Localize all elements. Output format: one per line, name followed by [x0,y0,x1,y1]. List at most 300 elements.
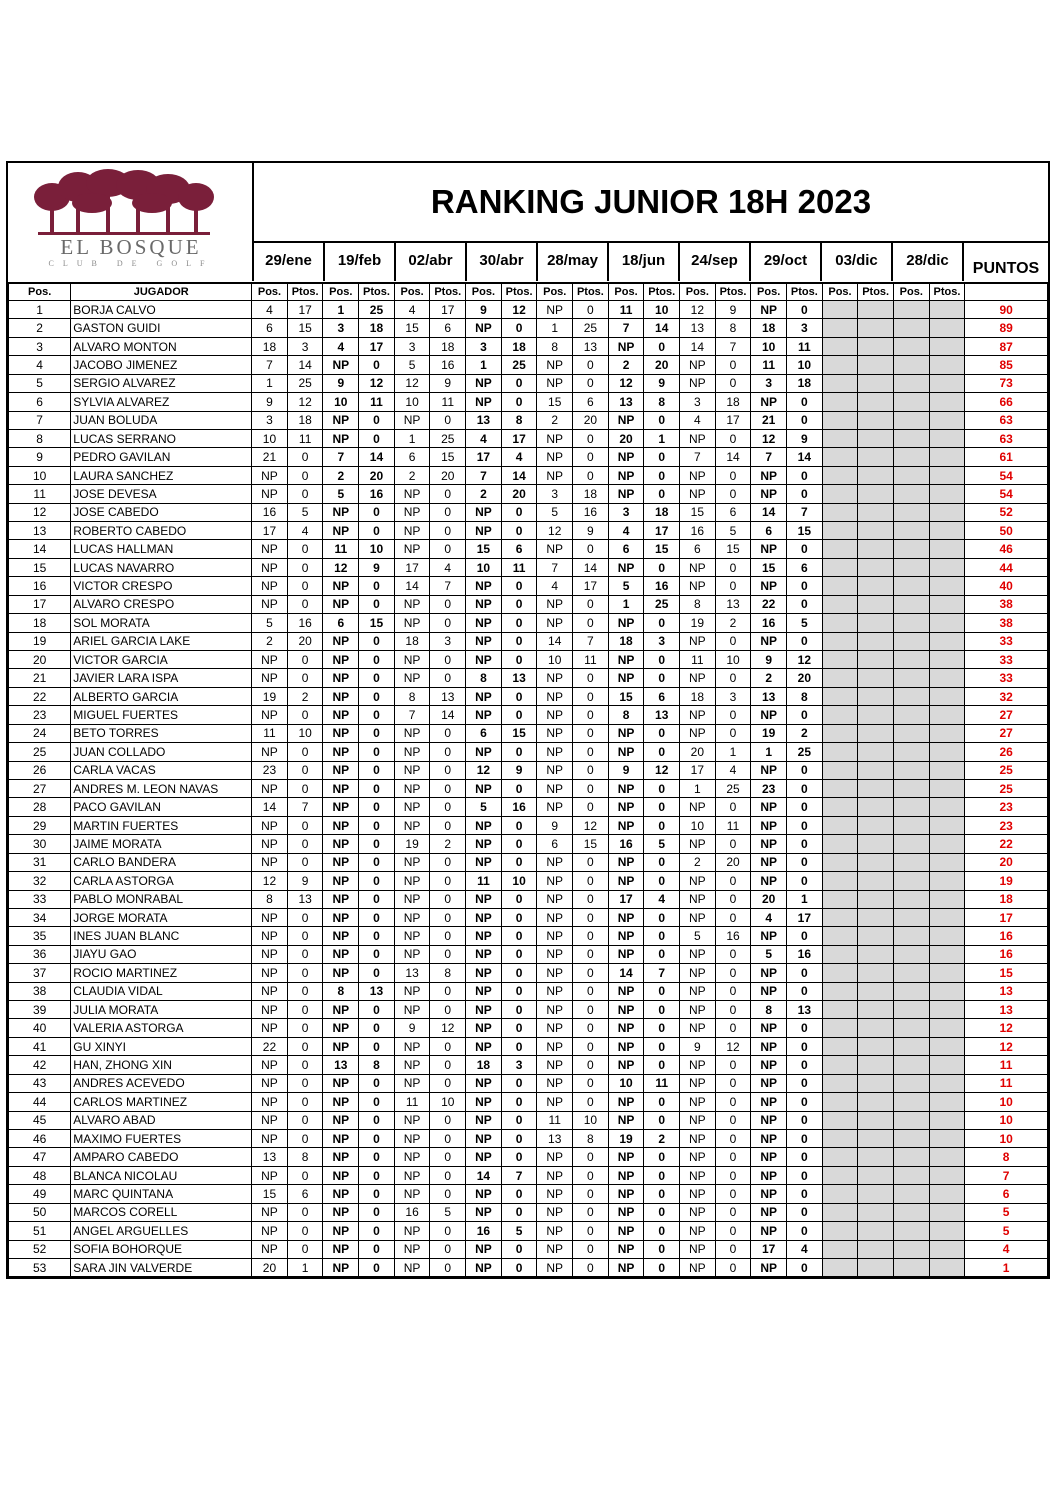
event-points: 0 [787,1222,823,1240]
event-points: 0 [787,1037,823,1055]
event-points: 0 [430,1185,466,1203]
event-points: 0 [287,743,323,761]
sub-pts-header: Ptos. [573,284,609,301]
player-name: SYLVIA ALVAREZ [71,393,252,411]
event-position: NP [680,945,716,963]
event-position: NP [751,466,787,484]
event-position: NP [608,1111,644,1129]
event-position: NP [608,1185,644,1203]
row-position: 35 [9,927,71,945]
event-position: 3 [394,337,430,355]
event-position: 2 [537,411,573,429]
event-points: 4 [287,522,323,540]
total-points: 10 [965,1129,1048,1147]
event-points: 10 [501,872,537,890]
player-name: BORJA CALVO [71,301,252,319]
player-name: CLAUDIA VIDAL [71,982,252,1000]
event-points: 0 [287,706,323,724]
event-position: NP [751,1037,787,1055]
event-position: NP [537,1222,573,1240]
date-header: 28/dic [893,243,964,281]
event-points: 0 [644,614,680,632]
event-position-empty [822,927,858,945]
table-row [9,1148,1048,1166]
event-position-empty [893,466,929,484]
event-position-empty [822,337,858,355]
event-position: NP [751,393,787,411]
sub-pts-header: Ptos. [287,284,323,301]
event-points: 12 [787,651,823,669]
event-position-empty [822,706,858,724]
event-points-empty [858,1185,894,1203]
event-points: 0 [501,577,537,595]
event-points: 20 [573,411,609,429]
event-position: NP [608,1166,644,1184]
event-position: NP [394,1240,430,1258]
event-points: 0 [715,429,751,447]
player-name: ALVARO CRESPO [71,595,252,613]
event-position: 14 [537,632,573,650]
total-points: 11 [965,1074,1048,1092]
event-points: 15 [359,614,395,632]
event-points: 13 [287,890,323,908]
event-position: NP [466,1185,502,1203]
event-points: 5 [501,1222,537,1240]
event-points: 7 [715,337,751,355]
event-position: 6 [252,319,288,337]
event-points: 4 [644,890,680,908]
event-position-empty [822,614,858,632]
event-position: NP [252,743,288,761]
event-points: 0 [644,1001,680,1019]
ranking-table [8,283,1048,1277]
event-points-empty [929,853,965,871]
event-position-empty [893,1258,929,1276]
sub-pts-header: Ptos. [929,284,965,301]
player-name: VALERIA ASTORGA [71,1019,252,1037]
event-points: 0 [573,429,609,447]
event-points: 17 [501,429,537,447]
event-position: 7 [537,558,573,576]
event-position-empty [893,1037,929,1055]
event-points: 14 [287,356,323,374]
event-position: NP [252,706,288,724]
event-position: NP [751,835,787,853]
event-points: 16 [644,577,680,595]
event-points: 0 [787,1166,823,1184]
total-points: 27 [965,706,1048,724]
table-row [9,1129,1048,1147]
row-position: 7 [9,411,71,429]
event-position: 3 [751,374,787,392]
event-position: 10 [680,816,716,834]
event-points: 0 [287,1203,323,1221]
event-points: 0 [287,761,323,779]
event-position: NP [252,816,288,834]
event-points: 8 [644,393,680,411]
event-position: 2 [751,669,787,687]
event-points: 18 [430,337,466,355]
sub-pos-header: Pos. [394,284,430,301]
event-position-empty [893,816,929,834]
event-points-empty [929,1166,965,1184]
event-points: 14 [430,706,466,724]
event-position: NP [394,798,430,816]
table-row [9,1258,1048,1276]
event-points: 6 [430,319,466,337]
event-position: NP [323,1222,359,1240]
player-name: VICTOR CRESPO [71,577,252,595]
event-points: 0 [573,927,609,945]
row-position: 37 [9,964,71,982]
event-position: 8 [751,1001,787,1019]
event-position-empty [822,411,858,429]
event-points-empty [858,1019,894,1037]
sub-pos-header: Pos. [822,284,858,301]
event-position: NP [537,872,573,890]
event-points: 0 [359,1074,395,1092]
event-position: 22 [751,595,787,613]
event-position: 4 [751,908,787,926]
event-position: NP [608,743,644,761]
event-points: 0 [430,1166,466,1184]
event-points: 0 [644,779,680,797]
event-points: 0 [359,429,395,447]
event-points: 25 [715,779,751,797]
sub-pos-header: Pos. [252,284,288,301]
event-position-empty [893,319,929,337]
player-name: CARLA VACAS [71,761,252,779]
event-points: 0 [430,779,466,797]
event-points: 0 [787,835,823,853]
total-points: 16 [965,945,1048,963]
event-points: 0 [573,669,609,687]
row-position: 20 [9,651,71,669]
ranking-sheet [6,161,1050,1279]
event-points-empty [858,1056,894,1074]
event-position: NP [537,927,573,945]
event-position: NP [608,945,644,963]
event-position: NP [608,1148,644,1166]
event-position: 9 [323,374,359,392]
total-points: 22 [965,835,1048,853]
event-points: 7 [573,632,609,650]
event-points: 0 [644,1093,680,1111]
event-position: NP [537,853,573,871]
event-position: NP [466,1203,502,1221]
event-points: 6 [501,540,537,558]
event-position: NP [323,872,359,890]
event-position: NP [466,816,502,834]
event-position-empty [822,577,858,595]
event-position: 8 [680,595,716,613]
total-points: 16 [965,927,1048,945]
event-position-empty [893,908,929,926]
event-position: NP [751,632,787,650]
event-position: NP [680,1222,716,1240]
event-points-empty [858,614,894,632]
event-position: NP [323,1258,359,1276]
event-position: NP [394,1111,430,1129]
event-points: 0 [501,1001,537,1019]
event-points-empty [929,1129,965,1147]
row-position: 46 [9,1129,71,1147]
event-position: 3 [608,503,644,521]
event-position-empty [893,872,929,890]
event-position: NP [466,779,502,797]
event-points: 20 [787,669,823,687]
event-position: NP [751,1185,787,1203]
event-position-empty [822,798,858,816]
total-points: 73 [965,374,1048,392]
event-points: 10 [787,356,823,374]
event-points: 0 [359,411,395,429]
event-points: 25 [787,743,823,761]
total-points: 8 [965,1148,1048,1166]
event-points-empty [929,540,965,558]
event-position-empty [822,651,858,669]
event-points: 0 [573,1001,609,1019]
event-position: 22 [252,1037,288,1055]
event-position: NP [608,485,644,503]
event-points: 1 [644,429,680,447]
date-header: 28/may [538,243,609,281]
table-row [9,614,1048,632]
event-position: NP [466,522,502,540]
event-position: 16 [680,522,716,540]
event-position: NP [680,466,716,484]
player-name: CARLOS MARTINEZ [71,1093,252,1111]
event-position: 18 [394,632,430,650]
table-row [9,393,1048,411]
event-points: 10 [359,540,395,558]
total-points: 15 [965,964,1048,982]
event-position: NP [394,908,430,926]
event-position: 7 [252,356,288,374]
player-name: JAIME MORATA [71,835,252,853]
event-position-empty [822,945,858,963]
event-position: 18 [608,632,644,650]
event-position: 4 [466,429,502,447]
event-points: 20 [644,356,680,374]
event-position: NP [252,779,288,797]
event-points-empty [929,779,965,797]
event-points-empty [929,485,965,503]
event-position: 5 [537,503,573,521]
event-points-empty [858,466,894,484]
event-points: 18 [644,503,680,521]
event-position: 16 [252,503,288,521]
table-row [9,577,1048,595]
event-position: NP [537,1258,573,1276]
sub-pos-header: Pos. [466,284,502,301]
event-points: 0 [359,908,395,926]
event-points-empty [929,651,965,669]
event-points: 0 [359,945,395,963]
event-points: 0 [430,485,466,503]
event-position-empty [893,485,929,503]
event-position: NP [537,595,573,613]
event-position: NP [252,540,288,558]
table-row [9,706,1048,724]
event-points: 0 [573,1185,609,1203]
event-points: 6 [787,558,823,576]
header-area [8,163,1048,283]
event-points: 0 [715,374,751,392]
event-position: NP [608,1240,644,1258]
event-points: 0 [287,466,323,484]
event-position: NP [252,927,288,945]
event-points: 9 [359,558,395,576]
event-points: 14 [501,466,537,484]
event-points: 0 [715,706,751,724]
event-points: 0 [287,1074,323,1092]
event-position: NP [323,687,359,705]
event-points: 0 [644,1111,680,1129]
event-points: 0 [359,927,395,945]
event-points: 6 [573,393,609,411]
event-points: 18 [359,319,395,337]
event-points-empty [929,1203,965,1221]
event-points: 13 [715,595,751,613]
total-points: 63 [965,429,1048,447]
event-points: 0 [715,1056,751,1074]
event-points: 0 [430,1056,466,1074]
event-position: 3 [252,411,288,429]
table-row [9,558,1048,576]
event-position: NP [252,945,288,963]
event-points: 0 [787,982,823,1000]
event-position: NP [466,982,502,1000]
row-position: 48 [9,1166,71,1184]
event-position: NP [323,1129,359,1147]
player-name: ALVARO ABAD [71,1111,252,1129]
event-points: 0 [430,1037,466,1055]
row-position: 2 [9,319,71,337]
event-points: 0 [573,761,609,779]
event-position: 3 [680,393,716,411]
event-position: 14 [751,503,787,521]
event-points: 0 [715,1093,751,1111]
table-row [9,632,1048,650]
event-points: 13 [359,982,395,1000]
event-points-empty [858,374,894,392]
event-points: 13 [787,1001,823,1019]
table-row [9,1111,1048,1129]
event-position: 15 [466,540,502,558]
table-row [9,1037,1048,1055]
event-position-empty [822,522,858,540]
total-points: 23 [965,798,1048,816]
event-points: 0 [787,706,823,724]
total-points: 63 [965,411,1048,429]
event-points: 0 [573,1074,609,1092]
event-points: 0 [287,669,323,687]
sub-pts-header: Ptos. [359,284,395,301]
row-position: 49 [9,1185,71,1203]
event-points-empty [929,1001,965,1019]
event-position-empty [822,1166,858,1184]
event-points: 11 [501,558,537,576]
row-position: 3 [9,337,71,355]
total-points: 10 [965,1111,1048,1129]
event-position: NP [751,1222,787,1240]
event-points: 0 [644,411,680,429]
event-position-empty [822,1019,858,1037]
event-position: NP [608,1037,644,1055]
event-points: 0 [501,1111,537,1129]
event-position: NP [751,927,787,945]
event-position-empty [822,466,858,484]
event-points: 20 [430,466,466,484]
event-position: 12 [680,301,716,319]
event-points-empty [858,908,894,926]
event-points: 0 [430,1222,466,1240]
event-position-empty [893,835,929,853]
event-points: 0 [501,908,537,926]
event-position: NP [252,982,288,1000]
event-points: 0 [715,724,751,742]
event-position: 15 [680,503,716,521]
event-position-empty [893,779,929,797]
event-position: NP [394,595,430,613]
event-points: 13 [644,706,680,724]
player-name: LUCAS SERRANO [71,429,252,447]
date-header: 18/jun [609,243,680,281]
event-points: 0 [287,1129,323,1147]
event-position: NP [252,1203,288,1221]
event-position: NP [466,1240,502,1258]
event-position: NP [252,853,288,871]
event-position: NP [466,853,502,871]
event-points-empty [929,724,965,742]
event-position-empty [893,411,929,429]
event-points: 11 [715,816,751,834]
event-points: 0 [501,1148,537,1166]
player-name: HAN, ZHONG XIN [71,1056,252,1074]
event-position: 11 [323,540,359,558]
table-row [9,964,1048,982]
event-position: 2 [608,356,644,374]
event-points: 0 [287,779,323,797]
total-points: 1 [965,1258,1048,1276]
event-points: 11 [644,1074,680,1092]
event-points: 0 [715,669,751,687]
total-points: 7 [965,1166,1048,1184]
event-position: NP [252,577,288,595]
tournament-dates [254,243,1048,281]
player-name: LAURA SANCHEZ [71,466,252,484]
event-position: NP [680,429,716,447]
total-points: 12 [965,1019,1048,1037]
total-points: 46 [965,540,1048,558]
event-position: NP [323,651,359,669]
event-position: 9 [537,816,573,834]
event-points-empty [858,945,894,963]
event-position: 16 [394,1203,430,1221]
event-points-empty [858,687,894,705]
event-points: 0 [573,706,609,724]
row-position: 23 [9,706,71,724]
total-points: 44 [965,558,1048,576]
player-name: SOL MORATA [71,614,252,632]
event-position-empty [822,1001,858,1019]
event-position: NP [394,1056,430,1074]
event-points-empty [929,706,965,724]
tree-logo-icon [30,169,220,237]
event-position: NP [394,1074,430,1092]
event-points: 0 [787,1019,823,1037]
